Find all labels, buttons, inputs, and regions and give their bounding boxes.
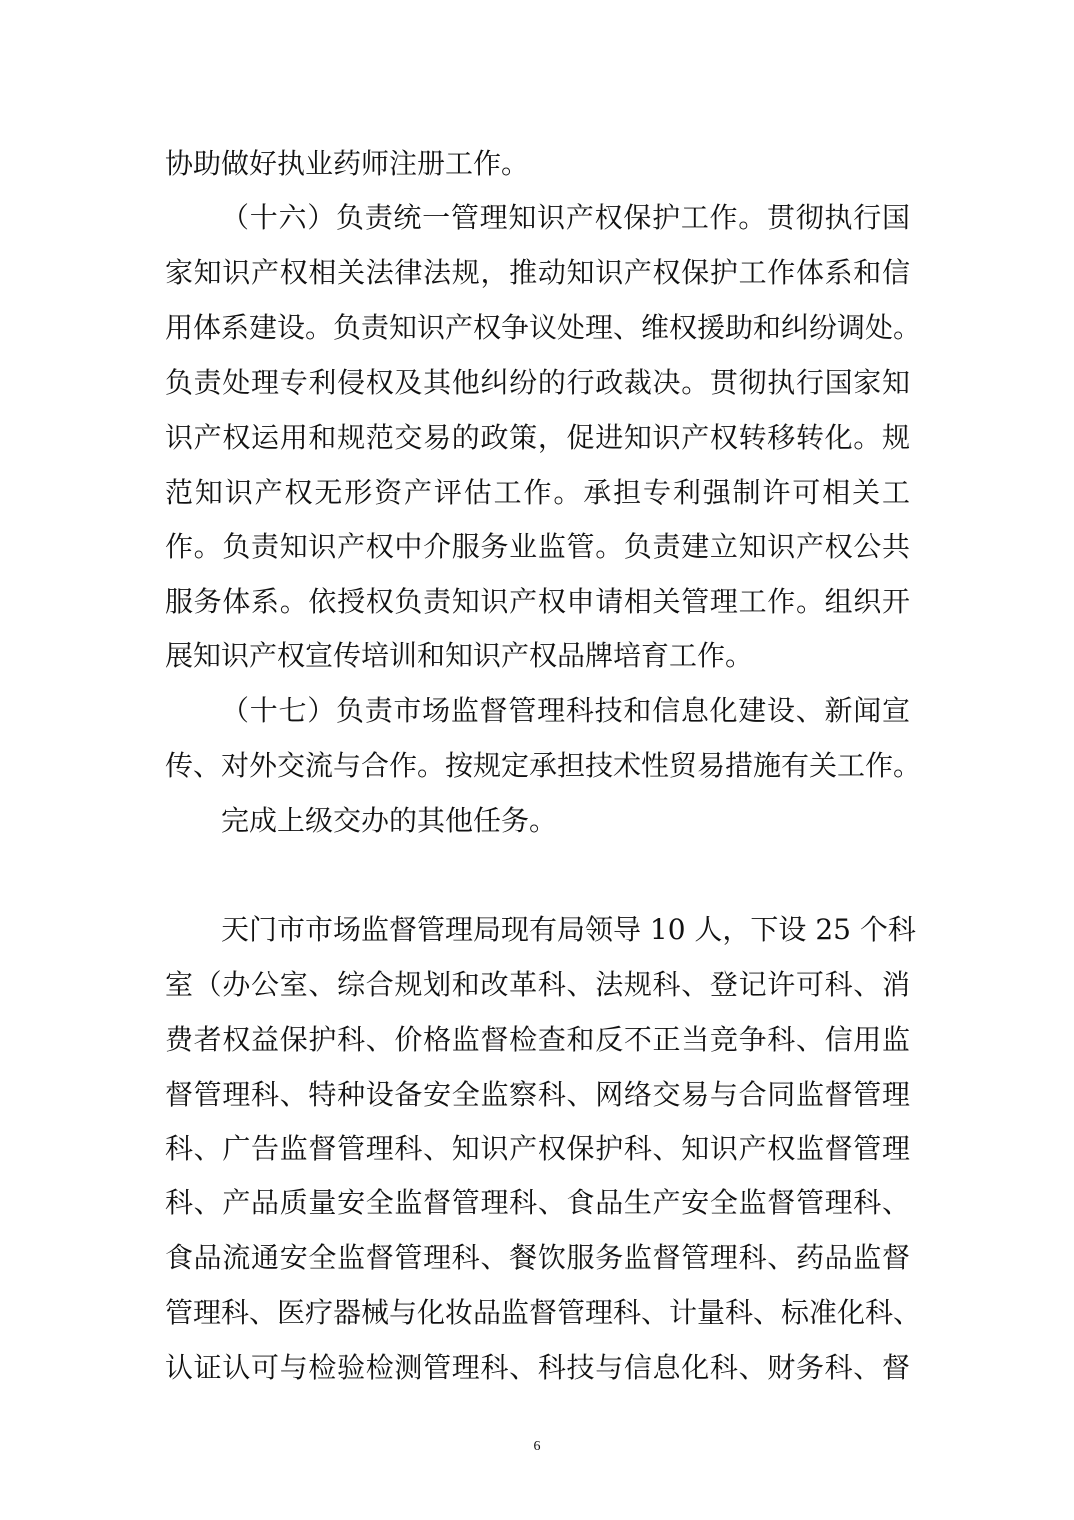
- text-line-8: 作。负责知识产权中介服务业监管。负责建立知识产权公共: [165, 530, 910, 563]
- text-line-14: 天门市市场监督管理局现有局领导 10 人，下设 25 个科: [221, 913, 916, 946]
- text-line-3: 家知识产权相关法律法规，推动知识产权保护工作体系和信: [165, 256, 910, 289]
- text-line-6: 识产权运用和规范交易的政策，促进知识产权转移转化。规: [165, 421, 910, 454]
- text-line-5: 负责处理专利侵权及其他纠纷的行政裁决。贯彻执行国家知: [165, 366, 910, 399]
- text-line-22: 认证认可与检验检测管理科、科技与信息化科、财务科、督: [165, 1351, 910, 1384]
- text-line-20: 食品流通安全监督管理科、餐饮服务监督管理科、药品监督: [165, 1241, 910, 1274]
- text-line-10: 展知识产权宣传培训和知识产权品牌培育工作。: [165, 639, 754, 672]
- text-line-15: 室（办公室、综合规划和改革科、法规科、登记许可科、消: [165, 968, 910, 1001]
- text-line-1: 协助做好执业药师注册工作。: [165, 147, 530, 180]
- text-line-11: （十七）负责市场监督管理科技和信息化建设、新闻宣: [221, 694, 910, 727]
- page-number: 6: [533, 1439, 541, 1454]
- text-line-17: 督管理科、特种设备安全监察科、网络交易与合同监督管理: [165, 1078, 910, 1111]
- text-line-12: 传、对外交流与合作。按规定承担技术性贸易措施有关工作。: [165, 749, 922, 782]
- text-line-16: 费者权益保护科、价格监督检查和反不正当竞争科、信用监: [165, 1023, 910, 1056]
- text-line-21: 管理科、医疗器械与化妆品监督管理科、计量科、标准化科、: [165, 1296, 922, 1329]
- text-line-18: 科、广告监督管理科、知识产权保护科、知识产权监督管理: [165, 1132, 910, 1165]
- text-line-2: （十六）负责统一管理知识产权保护工作。贯彻执行国: [221, 201, 910, 234]
- text-line-9: 服务体系。依授权负责知识产权申请相关管理工作。组织开: [165, 585, 910, 618]
- text-line-19: 科、产品质量安全监督管理科、食品生产安全监督管理科、: [165, 1186, 910, 1219]
- text-line-13: 完成上级交办的其他任务。: [221, 804, 558, 837]
- text-line-4: 用体系建设。负责知识产权争议处理、维权援助和纠纷调处。: [165, 311, 922, 344]
- text-line-7: 范知识产权无形资产评估工作。承担专利强制许可相关工: [165, 476, 910, 509]
